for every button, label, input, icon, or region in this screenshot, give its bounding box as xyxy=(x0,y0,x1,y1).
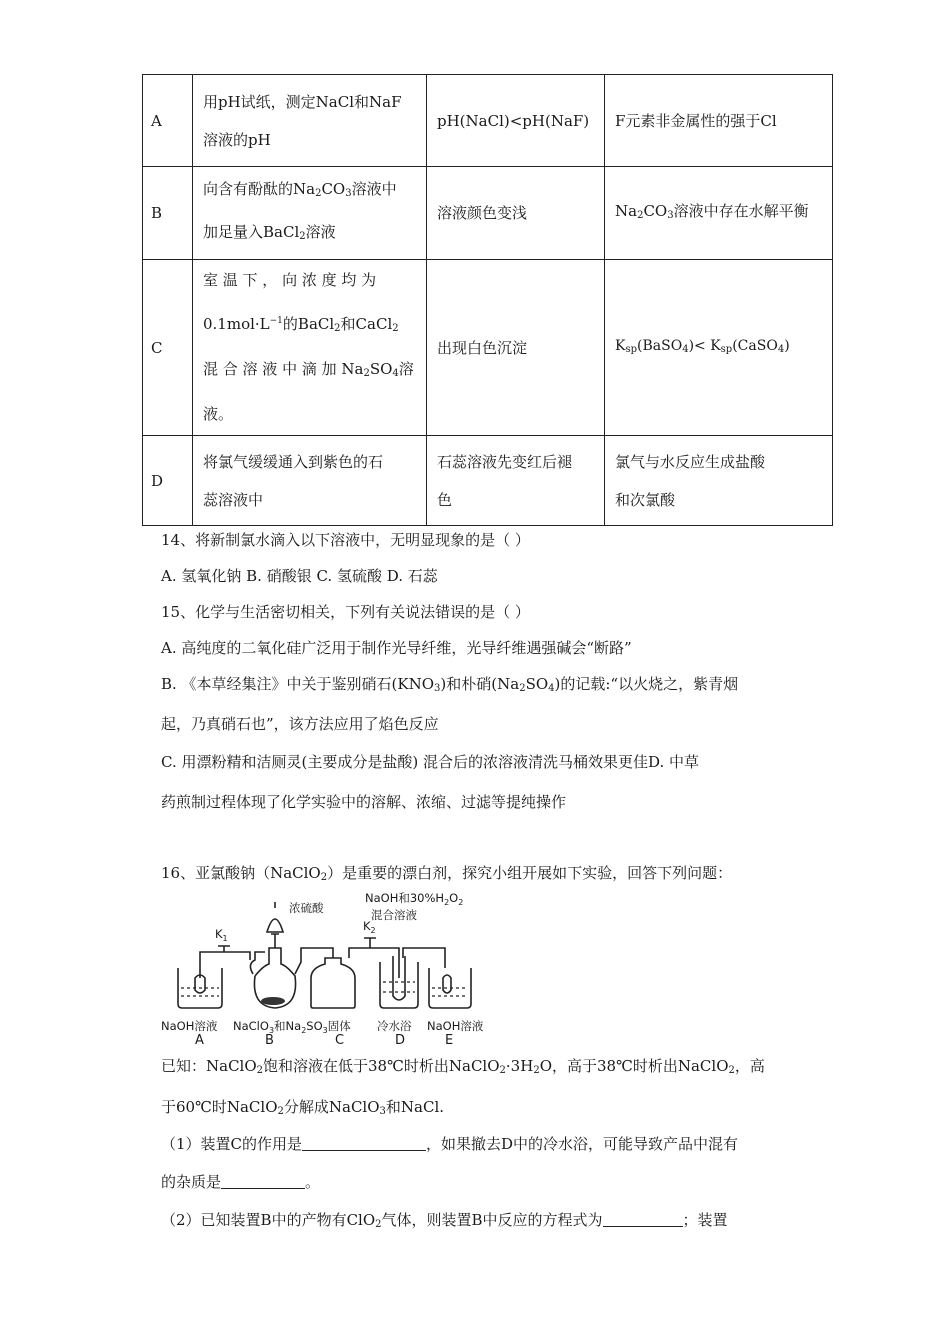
letter-e: E xyxy=(445,1033,454,1046)
answer-blank[interactable] xyxy=(603,1210,683,1227)
conclusion-cell: F元素非金属性的强于Cl xyxy=(605,75,833,167)
mixture-label-line1: NaOH和$30\%H_2O_2$ xyxy=(365,891,464,907)
letter-d: D xyxy=(395,1033,406,1046)
q16-part2-line1: （2）已知装置B中的产物有ClO$_2$气体，则装置B中反应的方程式为 ；装置 xyxy=(161,1211,728,1230)
operation-cell: 向含有酚酞的$Na_2CO_3$溶液中 加足量入BaCl$_2$溶液 xyxy=(193,167,427,260)
phenomenon-cell: 溶液颜色变浅 xyxy=(427,167,605,260)
label-a-solution: NaOH溶液 xyxy=(161,1019,218,1033)
q15-stem: 15、化学与生活密切相关，下列有关说法错误的是（ ） xyxy=(161,603,530,621)
k1-label: $K_1$ xyxy=(215,927,228,943)
conclusion-cell: $Na_2CO_3$溶液中存在水解平衡 xyxy=(605,167,833,260)
label-b-solid: NaClO$_3$和$Na_2SO_3$固体 xyxy=(233,1019,351,1035)
option-label: D xyxy=(143,436,193,526)
q16-known-line1: 已知：NaClO$_2$饱和溶液在低于38℃时析出$NaClO_2\cdot 3H_2O$，高于38℃时析出NaClO$_2$，高 xyxy=(161,1057,765,1076)
q15-option-b-line1: B. 《本草经集注》中关于鉴别硝石$(KNO_3)$和朴硝$(Na_2SO_4)$的记载:“以火烧之，紫青烟 xyxy=(161,675,739,694)
option-label: C xyxy=(143,260,193,436)
q15-option-c-line2: 药煎制过程体现了化学实验中的溶解、浓缩、过滤等提纯操作 xyxy=(161,793,567,811)
letter-c: C xyxy=(335,1033,345,1046)
apparatus-diagram xyxy=(155,886,495,1046)
answer-blank[interactable] xyxy=(221,1172,305,1189)
option-label: A xyxy=(143,75,193,167)
q15-option-c-line1: C. 用漂粉精和洁厕灵(主要成分是盐酸) 混合后的浓溶液清洗马桶效果更佳D. 中草 xyxy=(161,753,699,771)
option-label: B xyxy=(143,167,193,260)
experiment-table xyxy=(142,74,833,526)
q16-known-line2: 于60℃时NaClO$_2$分解成NaClO$_3$和NaCl. xyxy=(161,1098,445,1117)
q16-part1-line1: （1）装置C的作用是 ，如果撤去D中的冷水浴，可能导致产品中混有 xyxy=(161,1135,739,1153)
phenomenon-cell: pH(NaCl)<pH(NaF) xyxy=(427,75,605,167)
q15-option-b-line2: 起，乃真硝石也”，该方法应用了焰色反应 xyxy=(161,715,439,733)
q14-stem: 14、将新制氯水滴入以下溶液中，无明显现象的是（ ） xyxy=(161,531,530,549)
q16-stem: 16、亚氯酸钠（NaClO$_2$）是重要的漂白剂，探究小组开展如下实验，回答下列问题： xyxy=(161,864,733,883)
table-row xyxy=(143,260,833,436)
table-row xyxy=(143,167,833,260)
operation-cell: 将氯气缓缓通入到紫色的石 蕊溶液中 xyxy=(193,436,427,526)
letter-b: B xyxy=(265,1033,274,1046)
phenomenon-cell: 石蕊溶液先变红后褪 色 xyxy=(427,436,605,526)
acid-label: 浓硫酸 xyxy=(289,901,324,915)
q16-part1-line2: 的杂质是 。 xyxy=(161,1173,321,1191)
label-d-bath: 冷水浴 xyxy=(377,1019,412,1033)
conclusion-cell: $K_{sp}(BaSO_4)<$ $K_{sp}(CaSO_4)$ xyxy=(605,260,833,436)
conclusion-cell: 氯气与水反应生成盐酸 和次氯酸 xyxy=(605,436,833,526)
phenomenon-cell: 出现白色沉淀 xyxy=(427,260,605,436)
letter-a: A xyxy=(195,1033,204,1046)
q15-option-a: A. 高纯度的二氧化硅广泛用于制作光导纤维，光导纤维遇强碱会“断路” xyxy=(161,639,632,657)
mixture-label-line2: 混合溶液 xyxy=(371,908,417,922)
operation-cell: 室 温 下 ， 向 浓 度 均 为 $0.1mol\cdot L^{-1}$的BaCl$_2$和CaCl$_2$ 混 合 溶 液 中 滴 加 $Na_2SO_4$溶 液。 xyxy=(193,260,427,436)
answer-blank[interactable] xyxy=(302,1134,426,1151)
k2-label: $K_2$ xyxy=(363,919,376,935)
operation-cell: 用pH试纸，测定NaCl和NaF 溶液的pH xyxy=(193,75,427,167)
table-row xyxy=(143,436,833,526)
table-row xyxy=(143,75,833,167)
q14-options: A. 氢氧化钠 B. 硝酸银 C. 氢硫酸 D. 石蕊 xyxy=(161,567,438,585)
label-e-solution: NaOH溶液 xyxy=(427,1019,484,1033)
